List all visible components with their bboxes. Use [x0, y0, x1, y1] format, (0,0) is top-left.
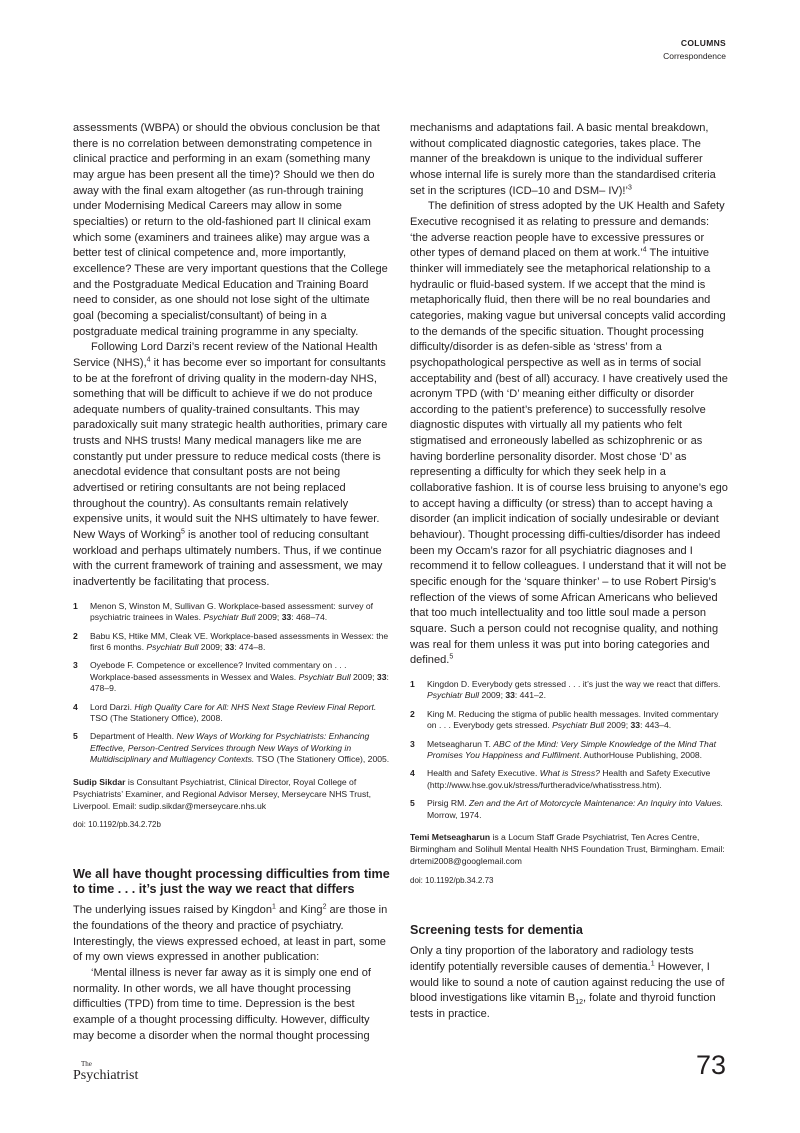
reference-list — [410, 679, 728, 821]
author-note: Temi Metseagharun is a Locum Staff Grade Psychiatrist, Ten Acres Centre, Birmingham and Solihull Mental Health NHS Foundation Trust, Birmingham. Email: drtemi2008@googlemail.com — [410, 832, 725, 867]
page-number: 73 — [695, 1050, 726, 1080]
article-title: We all have thought processing difficulties from time to time . . . it’s just the way we react that differs — [73, 867, 390, 896]
paragraph: Following Lord Darzi’s recent review of the National Health Service (NHS),$^4$ it has become ever so important for consultants to be at the forefront of driving quality in the modern-day NHS, something that will be difficult to achieve if we do not produce adequate numbers of quality-trained consultants. This may paradoxically suit many strategic health authorities, primary care trusts and NHS trusts! Many medical managers like me are constantly put under pressure to reduce medical costs (there is anecdotal evidence that consultant posts are not being advertised or retiring consultants are not being replaced throughout the country). As consultants remain relatively expensive units, it would suit the NHS ultimately to have fewer. New Ways of Working$^5$ is another tool of reducing consultant workload and perhaps ultimately numbers. Thus, if we continue with the current framework of training and assessment, we may inadvertently be facilitating that process. — [73, 341, 388, 589]
paragraph: mechanisms and adaptations fail. A basic mental breakdown, without complicated diagnostic categories, takes place. The manner of the breakdown is unique to the individual sufferer whose internal life is surely more than the standardised criteria set in the scriptures (ICD–10 and DSM– IV)!’$^3$ — [410, 122, 716, 197]
running-header — [663, 38, 726, 61]
reference-item: 2 Babu KS, Htike MM, Cleak VE. Workplace-based assessments in Wessex: the first 6 months. Psychiatr Bull 2009; 33: 474–8. — [73, 630, 389, 652]
right-column — [410, 121, 728, 1023]
subsection-label: Correspondence — [663, 51, 726, 61]
author-note: Sudip Sikdar is Consultant Psychiatrist, Clinical Director, Royal College of Psychiatrists’ Examiner, and Regional Advisor Mersey, Merseycare NHS Trust, Liverpool. Email: sudip.sikdar@merseycare.nhs.uk — [73, 776, 372, 811]
paragraph: The definition of stress adopted by the UK Health and Safety Executive recognised it as relating to pressure and demands: ‘the adverse reaction people have to excessive pressures or other types of demand placed on them at work.’$^4$ The intuitive thinker will immediately see the metaphorical relationship to a hydraulic or fluid-based system. If we accept that the mind is metaphorically fluid, then there will be no real boundaries and categories, making vague but universal concepts valid according to the demands of the specific situation. Thought processing difficulty/disorder is as defen-sible as ‘stress’ from a psychopathological perspective as well as in terms of social acceptability and (best of all) accuracy. I have creatively used the acronym TPD (with ‘D’ meaning either difficulty or disorder according to the patient’s preference) to successfully resolve diagnostic disputes with virtually all my patients who felt stigmatised and erroneously labelled as schizophrenic or as having borderline personality disorder. Most chose ‘D’ as representing a difficulty for which they seek help in a collaborative fashion. It is of course less bruising to anyone’s ego to accept having a difficulty (or stress) than to accept having a disorder (an implicit indication of socially undesirable or deviant behaviour). Thought processing diffi-culties/disorder has indeed been my Occam’s razor for all psychiatric diagnoses and I recommend it to fellow colleagues. I understand that it will not be specific enough for the ‘square thinker’ – to use Robert Pirsig’s reflection of the views of some African Americans who believed that too much intellectuality and too little soul made a person square. Such a person could not recognise quality, and nothing was real for them unless it was put into boring categories and defined.$^5$ — [410, 200, 728, 667]
reference-item: 1 Kingdon D. Everybody gets stressed . . . it’s just the way we react that differs. Psychiatr Bull 2009; 33: 441–2. — [410, 678, 721, 701]
reference-item: 3 Oyebode F. Competence or excellence? Invited commentary on . . . Workplace-based assessments in Wessex and Wales. Psychiatr Bull 2009; 33: 478–9. — [73, 660, 389, 694]
reference-item: 4 Lord Darzi. High Quality Care for All: NHS Next Stage Review Final Report. TSO (The Stationery Office), 2008. — [73, 701, 377, 723]
paragraph: The underlying issues raised by Kingdon$^1$ and King$^2$ are those in the foundations of the theory and practice of psychiatry. Interestingly, the views expressed echoed, at least in part, some of my own views expressed in another publication: — [73, 903, 388, 964]
reference-item: 3 Metseagharun T. ABC of the Mind: Very Simple Knowledge of the Mind That Promises You Happiness and Fulfilment. AuthorHouse Publishing, 2008. — [410, 738, 717, 760]
reference-item: 2 King M. Reducing the stigma of public health messages. Invited commentary on . . . Everybody gets stressed. Psychiatr Bull 2009; 33: 443–4. — [410, 708, 719, 731]
doi: doi: 10.1192/pb.34.2.73 — [410, 875, 494, 885]
reference-item: 5 Pirsig RM. Zen and the Art of Motorcycle Maintenance: An Inquiry into Values. Morrow, 1974. — [410, 798, 724, 820]
paragraph: assessments (WBPA) or should the obvious conclusion be that there is no correlation between demonstrating competence in clinical practice and performing in an exam (something many may argue has been present all the time)? Should we then do away with the final exam altogether (as run-through training under Modernising Medical Careers may allow in some specialties) or return to the old-fashioned part II clinical exam which some (examiners and trainees alike) may argue was a better test of clinical competence and, more importantly, excellence? These are very important questions that the College and the Postgraduate Medical Education and Training Board need to consider, as one should not lose sight of the ultimate goal (becoming a specialist/consultant) of being in a postgraduate medical training programme in any specialty. — [73, 122, 388, 338]
left-column — [73, 121, 391, 1044]
reference-list — [73, 601, 391, 766]
paragraph: Only a tiny proportion of the laboratory and radiology tests identify potentially reversible causes of dementia.$^1$ However, I would like to sound a note of caution against reducing the use of blood investigations like vitamin $B_{12}$, folate and thyroid function tests in practice. — [410, 945, 725, 1020]
section-label: COLUMNS — [680, 38, 726, 48]
reference-item: 4 Health and Safety Executive. What is Stress? Health and Safety Executive (http://www.hse.gov.uk/stress/furtheradvice/whatisstress.htm). — [410, 768, 711, 790]
article-title: Screening tests for dementia — [410, 922, 583, 937]
reference-item: 5 Department of Health. New Ways of Working for Psychiatrists: Enhancing Effective, Person-Centred Services through New Ways of Working in Multidisciplinary and Multiagency Contexts. TSO (The Stationery Office), 2005. — [73, 731, 390, 765]
doi: doi: 10.1192/pb.34.2.72b — [73, 820, 161, 830]
reference-item: 1 Menon S, Winston M, Sullivan G. Workplace-based assessment: survey of psychiatric trainees in Wales. Psychiatr Bull 2009; 33: 468–74. — [73, 600, 374, 623]
journal-logo: The Psychiatrist — [73, 1060, 139, 1083]
paragraph: ‘Mental illness is never far away as it is simply one end of normality. In other words, we all have thought processing difficulties (TPD) from time to time. Depression is the best example of a thought processing difficulty. However, difficulty may become a disorder when the normal thought processing — [73, 966, 371, 1042]
